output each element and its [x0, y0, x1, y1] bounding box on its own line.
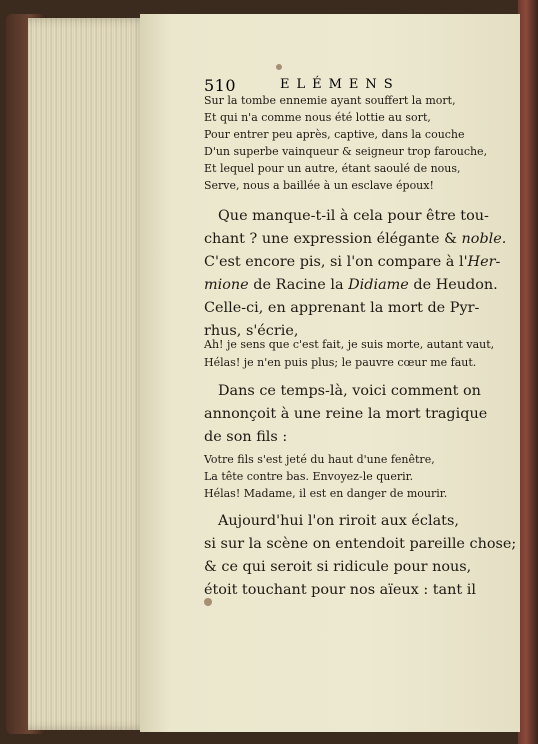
verse-line: Hélas! Madame, il est en danger de mourir. [204, 487, 448, 500]
prose-line: rhus, s'écrie, [204, 323, 299, 339]
prose-line [204, 228, 506, 252]
italic-word: mione [204, 277, 249, 293]
italic-word: noble. [461, 231, 507, 247]
prose-line: de son fils : [204, 429, 288, 445]
page-number: 510 [204, 76, 237, 95]
prose-line: Aujourd'hui l'on riroit aux éclats, [218, 513, 459, 529]
foxing-spot [276, 64, 282, 70]
verse-line: Votre fils s'est jeté du haut d'une fenêtre, [204, 453, 435, 466]
book-cover-right [518, 0, 538, 744]
verse-line: Hélas! je n'en puis plus; le pauvre cœur me faut. [204, 356, 477, 369]
prose-line: si sur la scène on entendoit pareille chose; [204, 536, 517, 552]
prose-line: Que manque-t-il à cela pour être tou- [218, 208, 489, 224]
verse-line: Et qui n'a comme nous été lottie au sort, [204, 111, 431, 124]
prose-text: chant ? une expression élégante & [204, 231, 462, 247]
prose-line: Dans ce temps-là, voici comment on [218, 383, 481, 399]
prose-line [204, 251, 500, 275]
prose-line: & ce qui seroit si ridicule pour nous, [204, 559, 472, 575]
verse-line: Ah! je sens que c'est fait, je suis morte, autant vaut, [204, 338, 495, 351]
page-edges [28, 18, 148, 730]
running-title: ELÉMENS [280, 77, 400, 92]
prose-text: de Racine la [248, 277, 349, 293]
verse-line: Pour entrer peu après, captive, dans la couche [204, 128, 465, 141]
italic-word: Her- [467, 254, 501, 270]
prose-text: de Heudon. [408, 277, 498, 293]
prose-text: C'est encore pis, si l'on compare à l' [204, 254, 468, 270]
prose-line: annonçoit à une reine la mort tragique [204, 406, 488, 422]
verse-line: D'un superbe vainqueur & seigneur trop farouche, [204, 145, 488, 158]
italic-word: Didiame [348, 277, 409, 293]
verse-line: La tête contre bas. Envoyez-le querir. [204, 470, 414, 483]
verse-line: Sur la tombe ennemie ayant souffert la mort, [204, 94, 456, 107]
verse-line: Et lequel pour un autre, étant saoulé de nous, [204, 162, 461, 175]
prose-line: étoit touchant pour nos aïeux : tant il [204, 582, 476, 598]
prose-line: Celle-ci, en apprenant la mort de Pyr- [204, 300, 480, 316]
prose-line [204, 274, 498, 298]
verse-line: Serve, nous a baillée à un esclave époux! [204, 179, 434, 192]
